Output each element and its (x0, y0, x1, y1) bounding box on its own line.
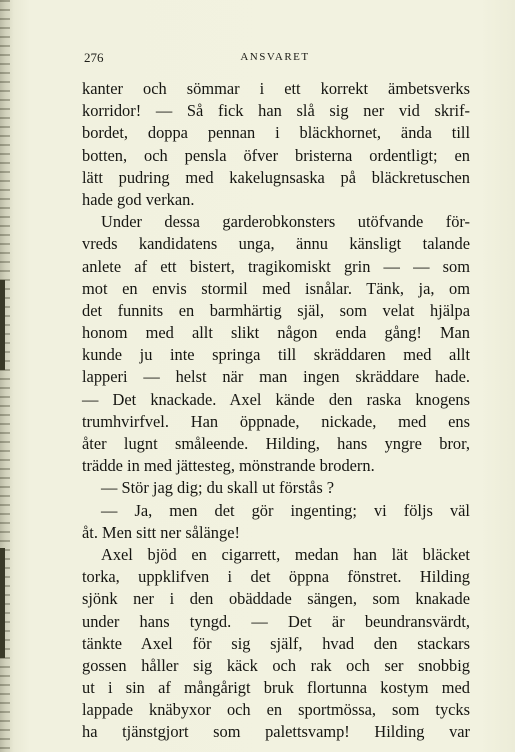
text-line: gossen håller sig käck och rak och ser snobbig (82, 655, 470, 675)
text-line: kunde ju inte springa till skräddaren med allt (82, 345, 470, 365)
text-line: under hans tyngd. — Det är beundransvärdt, (82, 611, 470, 631)
text-line: tänkte Axel för sig själf, hvad den stackars (82, 633, 470, 653)
text-line: — Det knackade. Axel kände den raska knogens (82, 389, 470, 409)
text-line: det funnits en barmhärtig själ, som velat hjälpa (82, 300, 470, 320)
text-line: hade god verkan. (82, 189, 195, 209)
body-text (82, 78, 470, 744)
page-header (84, 50, 466, 68)
text-line: torka, uppklifven i det öppna fönstret. Hilding (82, 567, 470, 587)
text-line: Axel bjöd en cigarrett, medan han lät bläcket (101, 544, 470, 564)
binding-shadow-mark (0, 280, 5, 370)
text-line: — Stör jag dig; du skall ut förstås ? (101, 478, 335, 498)
running-head: ANSVARET (240, 51, 310, 63)
text-line: trumhvirfvel. Han öppnade, nickade, med ens (82, 411, 470, 431)
text-line: lappade knäbyxor och en sportmössa, som tycks (82, 700, 470, 720)
text-line: sjönk ner i den obäddade sängen, som knakade (82, 589, 470, 609)
text-line: bordet, doppa pennan i bläckhornet, ända till (82, 123, 470, 143)
text-line: kanter och sömmar i ett korrekt ämbetsverks (82, 79, 470, 98)
text-line: lätt pudring med kakelugnsaska på bläckretuschen (82, 167, 470, 187)
text-line: Under dessa garderobkonsters utöfvande för- (101, 212, 470, 232)
text-line: — Ja, men det gör ingenting; vi följs väl (101, 500, 470, 520)
page-number: 276 (84, 50, 104, 65)
text-line: åt. Men sitt ner sålänge! (82, 522, 240, 542)
text-line: korridor! — Så fick han slå sig ner vid skrif- (82, 101, 470, 121)
text-line: ha tjänstgjort som palettsvamp! Hilding var (82, 722, 470, 742)
text-line: åter lugnt småleende. Hilding, hans yngre bror, (82, 434, 470, 453)
text-line: trädde in med jättesteg, mönstrande brodern. (82, 456, 375, 476)
text-line: honom med allt slikt någon enda gång! Man (82, 323, 470, 343)
text-line: ut i sin af mångårigt bruk flortunna kostym med (82, 678, 470, 698)
text-line: botten, och pensla öfver bristerna ordentligt; en (82, 145, 470, 165)
text-line: lapperi — helst när man ingen skräddare hade. (82, 367, 470, 387)
text-line: mot en envis stormil med isnålar. Tänk, ja, om (82, 278, 470, 298)
text-line: vreds kandidatens unga, ännu känsligt talande (82, 234, 470, 254)
binding-shadow-mark (0, 548, 5, 658)
text-line: anlete af ett bistert, tragikomiskt grin — — som (82, 256, 470, 276)
